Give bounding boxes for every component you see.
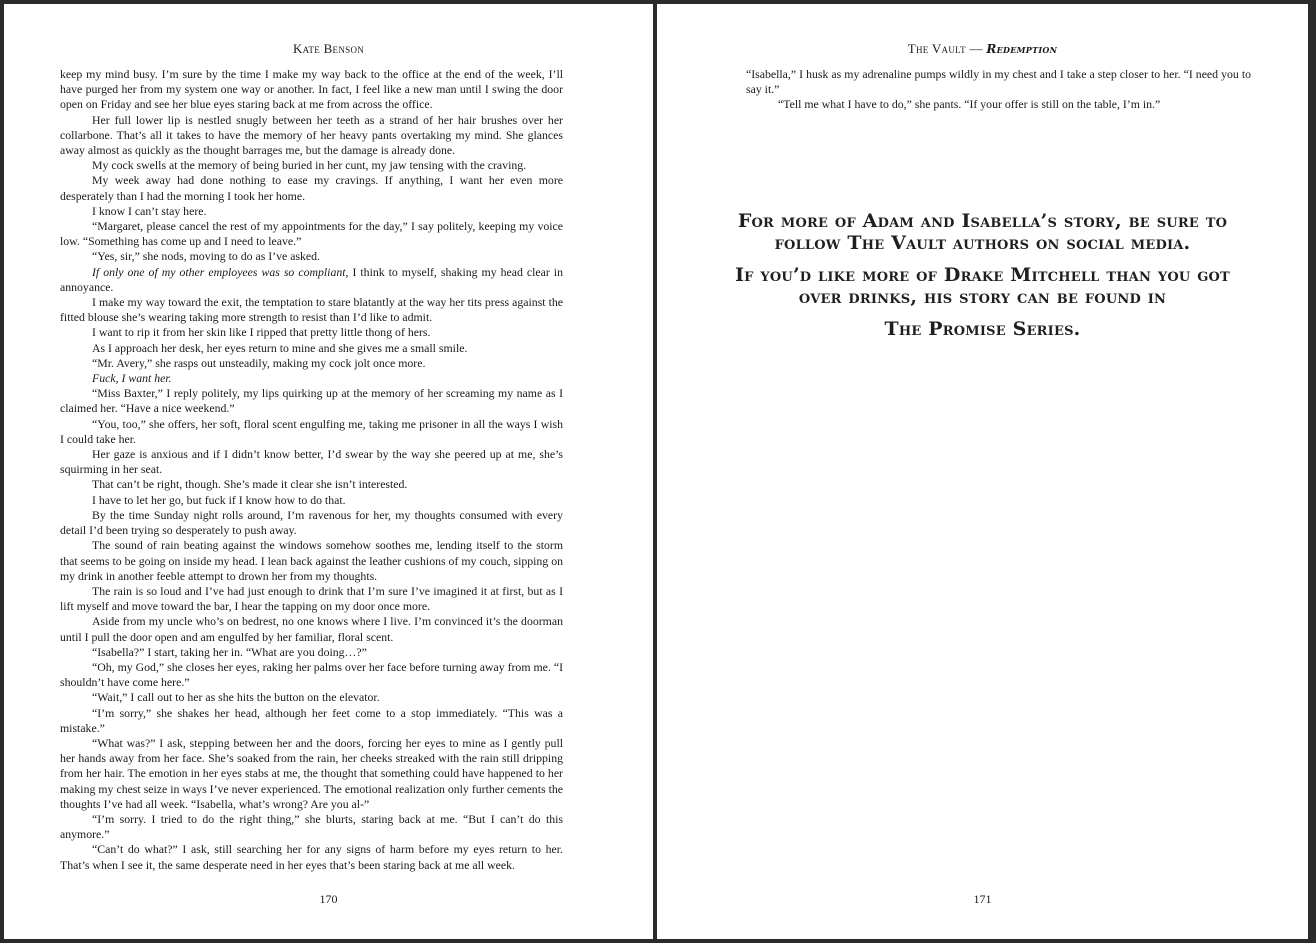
paragraph-text: “You, too,” she offers, her soft, floral scent engulfing me, taking me prisoner in all the ways I wish I could take her. xyxy=(60,416,563,446)
paragraph-text: As I approach her desk, her eyes return to mine and she gives me a small smile. xyxy=(92,340,468,355)
paragraph xyxy=(60,386,563,416)
paragraph xyxy=(60,295,563,325)
running-head-author: Kate Benson xyxy=(292,41,365,56)
paragraph xyxy=(60,538,563,584)
paragraph xyxy=(60,493,563,508)
paragraph-text: “What was?” I ask, stepping between her and the doors, forcing her eyes to mine as I gently pull her hands away from her face. She’s soaked from the rain, her cheeks streaked with the rain still dripping from her hair. The emotion in her eyes stabs at me, the thought that something could have happened to her making my chest seize in ways I’ve never experienced. The emotional realization only further cements the thoughts I’ve had all week. “Isabella, what’s wrong? Are you al-” xyxy=(60,735,563,811)
right-body-text xyxy=(746,67,1251,113)
paragraph xyxy=(746,97,1251,112)
paragraph-text: “Yes, sir,” she nods, moving to do as I’ve asked. xyxy=(92,249,321,264)
promo-block xyxy=(727,210,1238,350)
paragraph xyxy=(60,158,563,173)
paragraph-text: I know I can’t stay here. xyxy=(92,203,207,218)
paragraph xyxy=(60,660,563,690)
running-head-title xyxy=(657,41,1308,57)
paragraph-text: By the time Sunday night rolls around, I’m ravenous for her, my thoughts consumed with every detail I’d been trying so desperately to push away. xyxy=(60,507,563,538)
paragraph xyxy=(60,614,563,644)
paragraph-text: “I’m sorry,” she shakes her head, although her feet come to a stop immediately. “This was a mistake.” xyxy=(60,705,563,735)
paragraph-text: “Miss Baxter,” I reply politely, my lips quirking up at the memory of her screaming my name as I claimed her. “Have a nice weekend.” xyxy=(60,386,563,416)
paragraph-text: “I’m sorry. I tried to do the right thing,” she blurts, staring back at me. “But I can’t do this anymore.” xyxy=(60,811,563,842)
running-head-book: The Vault — xyxy=(907,41,983,56)
paragraph-text: I make my way toward the exit, the temptation to stare blatantly at the way her tits press against the fitted blouse she’s wearing taking more strength to resist than I’d like to admit. xyxy=(60,295,563,325)
left-page xyxy=(4,4,653,939)
promo-line-social: For more of Adam and Isabella’s story, be sure to follow The Vault authors on social media. xyxy=(737,210,1228,254)
paragraph xyxy=(60,173,563,203)
paragraph-text: “Margaret, please cancel the rest of my appointments for the day,” I say politely, keeping my voice low. “Something has come up and I need to leave.” xyxy=(60,219,563,249)
promo-line-series: The Promise Series. xyxy=(884,318,1081,340)
paragraph xyxy=(60,736,563,812)
paragraph-text: “Mr. Avery,” she rasps out unsteadily, making my cock jolt once more. xyxy=(92,355,426,370)
paragraph xyxy=(60,204,563,219)
paragraph xyxy=(60,477,563,492)
page-number-right: 171 xyxy=(973,892,992,906)
paragraph-text: “Wait,” I call out to her as she hits the button on the elevator. xyxy=(92,690,380,705)
paragraph xyxy=(60,67,563,113)
paragraph xyxy=(60,842,563,872)
paragraph-text: My week away had done nothing to ease my cravings. If anything, I want her even more desperately than I had the morning I took her home. xyxy=(60,173,563,203)
paragraph-text: , I think to myself, shaking my head clear in annoyance. xyxy=(60,264,563,294)
italic-text: If only one of my other employees was so compliant xyxy=(92,264,346,279)
paragraph xyxy=(60,219,563,249)
paragraph-text: That can’t be right, though. She’s made it clear she isn’t interested. xyxy=(92,477,408,492)
paragraph xyxy=(60,706,563,736)
paragraph xyxy=(60,447,563,477)
paragraph xyxy=(60,356,563,371)
paragraph xyxy=(60,341,563,356)
paragraph-text: Aside from my uncle who’s on bedrest, no one knows where I live. I’m convinced it’s the doorman until I pull the door open and am engulfed by her familiar, floral scent. xyxy=(60,614,563,644)
page-number-left: 170 xyxy=(319,892,338,906)
paragraph-text: The rain is so loud and I’ve had just enough to drink that I’m sure I’ve imagined it at first, but as I lift myself and move toward the bar, I hear the tapping on my door once more. xyxy=(60,583,563,614)
paragraph xyxy=(60,371,563,386)
paragraph-text: “Oh, my God,” she closes her eyes, raking her palms over her face before turning away from me. “I shouldn’t have come here.” xyxy=(60,659,563,690)
paragraph-text: The sound of rain beating against the windows somehow soothes me, lending itself to the storm that seems to be going on inside my head. I lean back against the leather cushions of my couch, sipping on my drink in another feeble attempt to drown her from my thoughts. xyxy=(60,538,563,583)
paragraph-text: Her gaze is anxious and if I didn’t know better, I’d swear by the way she peered up at me, she’s squirming in her seat. xyxy=(60,447,563,477)
paragraph-text: “Isabella,” I husk as my adrenaline pumps wildly in my chest and I take a step closer to her. “I need you to say it.” xyxy=(746,67,1251,97)
paragraph xyxy=(60,812,563,842)
paragraph xyxy=(60,690,563,705)
paragraph xyxy=(60,265,563,295)
italic-text: Fuck, I want her. xyxy=(92,371,172,386)
left-body-text xyxy=(60,67,563,873)
paragraph xyxy=(60,508,563,538)
paragraph xyxy=(60,325,563,340)
paragraph xyxy=(60,645,563,660)
running-head-book-title: Redemption xyxy=(986,42,1058,56)
paragraph-text: My cock swells at the memory of being buried in her cunt, my jaw tensing with the craving. xyxy=(92,158,527,173)
paragraph-text: “Can’t do what?” I ask, still searching her for any signs of harm before my eyes return to her. That’s when I see it, the same desperate need in her eyes that’s been staring back at me all week. xyxy=(60,842,563,872)
paragraph-text: I have to let her go, but fuck if I know how to do that. xyxy=(92,492,346,507)
paragraph-text: “Isabella?” I start, taking her in. “What are you doing…?” xyxy=(92,644,367,659)
paragraph-text: Her full lower lip is nestled snugly between her teeth as a strand of her hair brushes over her collarbone. That’s all it takes to have the memory of her heavy pants overtaking my mind. She glances away almost as quickly as the thought barrages me, but the damage is already done. xyxy=(60,112,563,158)
paragraph-text: “Tell me what I have to do,” she pants. “If your offer is still on the table, I’m in.” xyxy=(778,97,1161,112)
paragraph xyxy=(60,584,563,614)
paragraph xyxy=(746,67,1251,97)
paragraph-text: I want to rip it from her skin like I ripped that pretty little thong of hers. xyxy=(92,325,431,340)
paragraph xyxy=(60,249,563,264)
paragraph-text: keep my mind busy. I’m sure by the time I make my way back to the office at the end of the week, I’ll have purged her from my system one way or another. In fact, I feel like a new man until I swing the door open on Friday and see her blue eyes staring back at me from across the office. xyxy=(60,67,563,112)
paragraph xyxy=(60,113,563,159)
promo-line-drake: If you’d like more of Drake Mitchell than you got over drinks, his story can be found in xyxy=(735,264,1230,308)
paragraph xyxy=(60,417,563,447)
right-page xyxy=(657,4,1308,939)
